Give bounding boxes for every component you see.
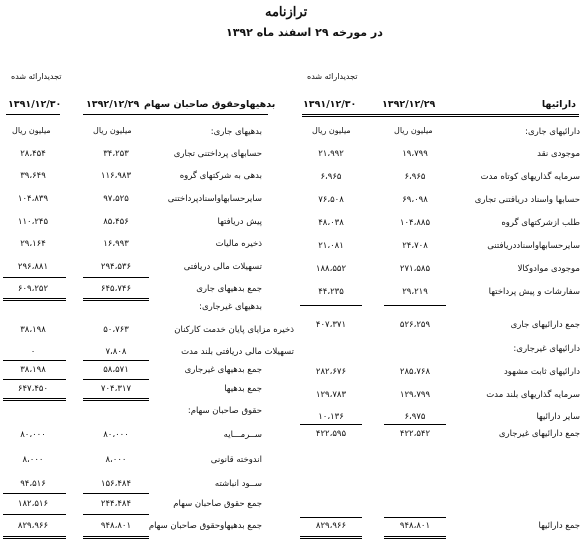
liab-row-label: پیش دریافتها [217,217,262,227]
equity-total-1392: ۲۴۴،۴۸۴ [100,499,132,509]
asset-row-1392: ۱۹،۷۹۹ [402,149,428,159]
liab-row-1391: ۲۸،۴۵۴ [20,149,46,159]
liab-row-label: سایرحسابهاواسنادپرداختنی [167,194,262,204]
assets-current-heading: دارائیهای جاری: [525,127,580,137]
rule-line [83,398,149,401]
rule-line [83,514,149,515]
rule-line [3,536,66,539]
asset-nc-row-1392: ۲۸۵،۷۶۸ [399,367,431,377]
liab-nc-row-label: ذخیره مزایای پایان خدمت کارکنان [174,325,294,335]
equity-row-1392: ۱۵۶،۴۸۴ [100,479,132,489]
liab-row-label: ذخیره مالیات [215,239,262,249]
liab-row-1392: ۱۱۶،۹۸۳ [100,171,132,181]
liab-nc-total-1391: ۳۸،۱۹۸ [20,365,46,375]
liab-row-1391: ۲۹،۱۶۴ [20,239,46,249]
asset-nc-total-1391: ۴۲۲،۵۹۵ [315,429,347,439]
liab-row-label: حسابهای پرداختنی تجاری [173,149,262,159]
rule-line [300,305,362,306]
liab-row-1392: ۳۴،۲۵۳ [103,149,129,159]
liab-current-total-label: جمع بدهیهای جاری [196,284,262,294]
rule-line [3,514,66,515]
assets-heading: دارائیها [541,99,576,110]
rule-line [83,536,149,539]
liab-nc-row-1391: ۰ [30,347,36,357]
liab-row-1392: ۱۶،۹۹۳ [103,239,129,249]
asset-row-1391: ۷۶،۵۰۸ [318,195,344,205]
asset-nc-row-label: دارائیهای ثابت مشهود [503,367,580,377]
liab-row-1392: ۲۹۴،۵۳۶ [100,262,132,272]
asset-row-1391: ۶،۹۶۵ [320,172,342,182]
asset-grand-total-1391: ۸۲۹،۹۶۶ [315,521,347,531]
liab-row-1391: ۱۰۴،۸۳۹ [17,194,49,204]
liab-nc-row-1391: ۳۸،۱۹۸ [20,325,46,335]
asset-row-1392: ۲۷۱،۵۸۵ [399,264,431,274]
liab-row-label: بدهی به شرکتهای گروه [179,171,262,181]
liab-heading: بدهیهاوحقوق صاحبان سهام [144,99,276,110]
asset-nc-row-label: سایر دارائیها [536,412,580,422]
liab-row-1392: ۹۷،۵۲۵ [103,194,129,204]
liab-grand-total-label: جمع بدهیهاوحقوق صاحبان سهام [148,521,262,531]
asset-nc-row-label: سرمایه گذاریهای بلند مدت [486,390,580,400]
rule-line [384,517,446,518]
asset-row-label: حسابها واسناد دریافتنی تجاری [474,195,580,205]
liab-total-1391: ۶۴۷،۴۵۰ [17,384,49,394]
page-title: ترازنامه [265,5,308,20]
equity-row-label: ســود انباشته [214,479,262,489]
equity-row-1391: ۹۴،۵۱۶ [20,479,46,489]
asset-row-1392: ۱۰۴،۸۸۵ [399,218,431,228]
equity-total-1391: ۱۸۲،۵۱۶ [17,499,49,509]
page-subtitle: در مورخه ۲۹ اسفند ماه ۱۳۹۲ [226,26,383,39]
asset-current-total-1391: ۴۰۷،۳۷۱ [315,320,347,330]
asset-nc-row-1392: ۶،۹۷۵ [404,412,426,422]
liab-nc-row-label: تسهیلات مالی دریافتی بلند مدت [181,347,294,357]
rule-line [83,277,149,278]
asset-nc-total-1392: ۴۲۲،۵۴۲ [399,429,431,439]
assets-noncurrent-heading: دارائیهای غیرجاری: [513,344,580,354]
rule-line [3,379,66,380]
asset-row-1391: ۲۱،۰۸۱ [318,241,344,251]
assets-col-1392: ۱۳۹۲/۱۲/۲۹ [382,99,436,110]
asset-nc-row-1392: ۱۲۹،۷۹۹ [399,390,431,400]
rule-line [384,536,446,539]
rule-line [83,360,149,361]
assets-col-1391: ۱۳۹۱/۱۲/۳۰ [303,99,357,110]
asset-row-1392: ۲۴،۷۰۸ [402,241,428,251]
asset-row-1391: ۱۸۸،۵۵۲ [315,264,347,274]
equity-row-label: ســرمـــایه [223,430,262,440]
liab-unit-1392: میلیون ریال [93,126,132,135]
liab-grand-total-1392: ۹۴۸،۸۰۱ [100,521,132,531]
asset-current-total-label: جمع دارائیهای جاری [510,320,580,330]
liab-row-1391: ۱۱۰،۲۴۵ [17,217,49,227]
equity-row-1392: ۸۰،۰۰۰ [103,430,129,440]
asset-nc-row-1391: ۱۲۹،۷۸۳ [315,390,347,400]
assets-unit-1391: میلیون ریال [312,126,351,135]
liab-row-1391: ۲۹۶،۸۸۱ [17,262,49,272]
asset-nc-total-label: جمع دارائیهای غیرجاری [498,429,580,439]
asset-row-label: سایرحسابهاواسناددریافتنی [487,241,580,251]
asset-row-label: سفارشات و پیش پرداختها [488,287,580,297]
liab-col-1391: ۱۳۹۱/۱۲/۳۰ [8,99,62,110]
liab-total-label: جمع بدهیها [224,384,262,394]
liab-current-total-1392: ۶۴۵،۷۴۶ [100,284,132,294]
liab-nc-row-1392: ۵۰،۷۶۳ [103,325,129,335]
equity-row-1392: ۸،۰۰۰ [105,455,127,465]
liab-nc-row-1392: ۷،۸۰۸ [105,347,127,357]
asset-row-1391: ۴۸،۰۳۸ [318,218,344,228]
rule-line [3,298,66,301]
asset-row-1391: ۲۱،۹۹۲ [318,149,344,159]
rule-line [3,493,66,494]
rule-line [3,277,66,278]
assets-unit-1392: میلیون ریال [394,126,433,135]
rule-line [3,360,66,361]
restated-note-right: تجدیدارائه شده [307,72,358,81]
liab-col-1392: ۱۳۹۲/۱۲/۲۹ [86,99,140,110]
rule-line [83,493,149,494]
rule-line [300,424,362,425]
liab-row-1392: ۸۵،۴۵۶ [103,217,129,227]
asset-nc-row-1391: ۲۸۲،۶۷۶ [315,367,347,377]
equity-row-1391: ۸۰،۰۰۰ [20,430,46,440]
rule-line [3,398,66,401]
asset-grand-total-label: جمع دارائیها [538,521,580,531]
liab-unit-1391: میلیون ریال [12,126,51,135]
rule-line [384,424,446,425]
asset-row-1392: ۲۹،۲۱۹ [402,287,428,297]
asset-row-1392: ۶،۹۶۵ [404,172,426,182]
asset-row-label: موجودی نقد [537,149,580,159]
asset-nc-row-1391: ۱۰،۱۳۶ [318,412,344,422]
liab-noncurrent-heading: بدهیهای غیرجاری: [199,302,262,312]
liab-grand-total-1391: ۸۲۹،۹۶۶ [17,521,49,531]
equity-row-label: اندوخته قانونی [210,455,262,465]
asset-row-label: موجودی موادوکالا [517,264,580,274]
equity-heading: حقوق صاحبان سهام: [187,406,262,416]
liab-total-1392: ۷۰۴،۳۱۷ [100,384,132,394]
liab-row-label: تسهیلات مالی دریافتی [183,262,262,272]
rule-line [384,305,446,306]
rule-line [300,536,362,539]
asset-row-1391: ۴۴،۲۳۵ [318,287,344,297]
rule-line [83,298,149,301]
restated-note-left: تجدیدارائه شده [11,72,62,81]
liab-nc-total-1392: ۵۸،۵۷۱ [103,365,129,375]
rule-line [83,379,149,380]
asset-row-label: سرمایه گذاریهای کوتاه مدت [480,172,580,182]
liab-current-total-1391: ۶۰۹،۲۵۲ [17,284,49,294]
liab-nc-total-label: جمع بدهیهای غیرجاری [184,365,262,375]
rule-line [300,517,362,518]
liab-current-heading: بدهیهای جاری: [210,127,262,137]
asset-row-label: طلب ازشرکتهای گروه [501,218,580,228]
equity-row-1391: ۸،۰۰۰ [22,455,44,465]
equity-total-label: جمع حقوق صاحبان سهام [173,499,262,509]
liab-row-1391: ۳۹،۶۴۹ [20,171,46,181]
asset-current-total-1392: ۵۲۶،۲۵۹ [399,320,431,330]
asset-grand-total-1392: ۹۴۸،۸۰۱ [399,521,431,531]
asset-row-1392: ۶۹،۰۹۸ [402,195,428,205]
